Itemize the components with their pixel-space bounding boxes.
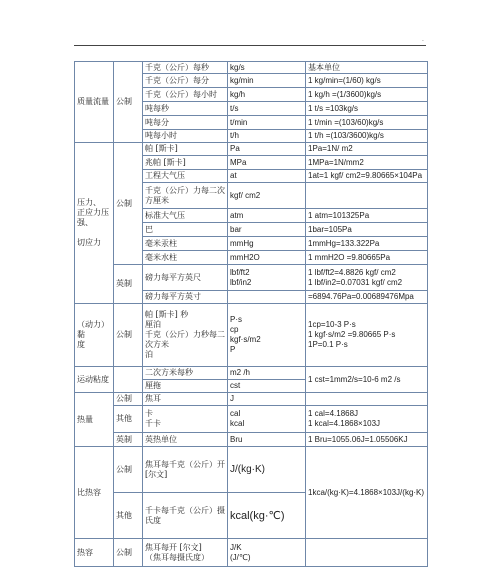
system-label: 公制 — [114, 143, 143, 265]
conversion: 1 atm=101325Pa — [306, 209, 428, 223]
table-row — [75, 406, 428, 433]
system-label: 公制 — [114, 539, 143, 567]
table-row — [75, 539, 428, 567]
unit-name: 卡 千卡 — [143, 406, 228, 433]
header-rule — [74, 45, 426, 46]
unit-name: 英热单位 — [143, 433, 228, 447]
conversion: 1 mmH2O =9.80665Pa — [306, 251, 428, 265]
unit-symbol: t/h — [228, 130, 306, 143]
unit-name: 工程大气压 — [143, 170, 228, 183]
unit-name: 千克（公斤）每小时 — [143, 88, 228, 102]
unit-conversion-table — [74, 61, 428, 567]
category-pressure: 压力、 正应力压强、 切应力 — [75, 143, 114, 304]
unit-name: 二次方米每秒 — [143, 367, 228, 380]
unit-name: 磅力每平方英尺 — [143, 265, 228, 291]
unit-name: 吨每小时 — [143, 130, 228, 143]
table-row — [75, 265, 428, 291]
system-label: 公制 — [114, 62, 143, 143]
unit-name: 焦耳每千克（公斤）开 [尔文] — [143, 447, 228, 493]
conversion: 1bar=105Pa — [306, 223, 428, 237]
unit-name: 千克（公斤）力每二次方厘米 — [143, 183, 228, 209]
unit-symbol: mmH2O — [228, 251, 306, 265]
unit-symbol: J/(kg·K) — [228, 447, 306, 493]
system-label: 英制 — [114, 433, 143, 447]
unit-name: 毫米水柱 — [143, 251, 228, 265]
system-label: 英制 — [114, 265, 143, 304]
unit-name: 千卡每千克（公斤）摄氏度 — [143, 493, 228, 539]
system-label: 公制 — [114, 447, 143, 493]
conversion: 1MPa=1N/mm2 — [306, 156, 428, 170]
conversion: 1kca/(kg·K)=4.1868×103J/(kg·K) — [306, 447, 428, 539]
unit-symbol: kg/h — [228, 88, 306, 102]
unit-symbol: P·s cp kgf·s/m2 P — [228, 304, 306, 367]
conversion: 1 t/h =(103/3600)kg/s — [306, 130, 428, 143]
table-row — [75, 62, 428, 74]
conversion: 1 kg/min=(1/60) kg/s — [306, 74, 428, 88]
conversion: 1 cst=1mm2/s=10-6 m2 /s — [306, 367, 428, 393]
unit-symbol: J — [228, 393, 306, 406]
conversion: 1mmHg=133.322Pa — [306, 237, 428, 251]
category-specific-heat: 比热容 — [75, 447, 114, 539]
unit-symbol: mmHg — [228, 237, 306, 251]
unit-symbol: cst — [228, 380, 306, 393]
table-row — [75, 367, 428, 380]
unit-name: 吨每秒 — [143, 102, 228, 116]
unit-symbol: J/K (J/℃) — [228, 539, 306, 567]
unit-name: 焦耳每开 [尔文] （焦耳每摄氏度） — [143, 539, 228, 567]
unit-symbol: MPa — [228, 156, 306, 170]
conversion: 1cp=10-3 P·s 1 kgf·s/m2 =9.80665 P·s 1P=0.1 P·s — [306, 304, 428, 367]
unit-symbol: kg/min — [228, 74, 306, 88]
unit-name: 兆帕 [斯卡] — [143, 156, 228, 170]
conversion: 1 Bru=1055.06J=1.05506KJ — [306, 433, 428, 447]
conversion: 1 kg/h =(1/3600)kg/s — [306, 88, 428, 102]
unit-name: 千克（公斤）每分 — [143, 74, 228, 88]
unit-symbol: kcal(kg·℃) — [228, 493, 306, 539]
system-label: 其他 — [114, 493, 143, 539]
unit-symbol — [228, 291, 306, 304]
category-heat: 热量 — [75, 393, 114, 447]
unit-symbol: kg/s — [228, 62, 306, 74]
system-label: 其他 — [114, 406, 143, 433]
unit-symbol: m2 /h — [228, 367, 306, 380]
system-label: 公制 — [114, 393, 143, 406]
unit-name: 吨每分 — [143, 116, 228, 130]
table-row — [75, 393, 428, 406]
conversion: 1 t/s =103kg/s — [306, 102, 428, 116]
unit-symbol: Bru — [228, 433, 306, 447]
category-mass-flow: 质量流量 — [75, 62, 114, 143]
conversion: =6894.76Pa=0.00689476Mpa — [306, 291, 428, 304]
unit-name: 厘拖 — [143, 380, 228, 393]
unit-symbol: t/min — [228, 116, 306, 130]
table-row — [75, 143, 428, 156]
unit-name: 毫米汞柱 — [143, 237, 228, 251]
unit-symbol: bar — [228, 223, 306, 237]
conversion: 1 lbf/ft2=4.8826 kgf/ cm2 1 lbf/in2=0.07031 kgf/ cm2 — [306, 265, 428, 291]
system-label: 公制 — [114, 304, 143, 367]
category-dynamic-viscosity: （动力）黏 度 — [75, 304, 114, 367]
conversion — [306, 539, 428, 567]
conversion: 1 t/min =(103/60)kg/s — [306, 116, 428, 130]
table-row — [75, 433, 428, 447]
unit-name: 帕 [斯卡] — [143, 143, 228, 156]
unit-symbol: kgf/ cm2 — [228, 183, 306, 209]
unit-symbol: t/s — [228, 102, 306, 116]
unit-symbol: atm — [228, 209, 306, 223]
conversion: 1Pa=1N/ m2 — [306, 143, 428, 156]
table-row — [75, 304, 428, 367]
conversion: 1 cal=4.1868J 1 kcal=4.1868×103J — [306, 406, 428, 433]
unit-symbol: cal kcal — [228, 406, 306, 433]
table-row — [75, 447, 428, 493]
unit-symbol: lbf/ft2 lbf/in2 — [228, 265, 306, 291]
unit-name: 磅力每平方英寸 — [143, 291, 228, 304]
conversion — [306, 183, 428, 209]
unit-name: 标准大气压 — [143, 209, 228, 223]
unit-name: 帕 [斯卡] 秒 厘泊 千克（公斤）力秒每二次方米 泊 — [143, 304, 228, 367]
conversion — [306, 393, 428, 406]
unit-name: 焦耳 — [143, 393, 228, 406]
unit-name: 巴 — [143, 223, 228, 237]
header-dot: . — [422, 36, 424, 43]
unit-name: 千克（公斤）每秒 — [143, 62, 228, 74]
conversion: 1at=1 kgf/ cm2=9.80665×104Pa — [306, 170, 428, 183]
unit-symbol: at — [228, 170, 306, 183]
category-kinematic-viscosity: 运动粘度 — [75, 367, 114, 393]
unit-symbol: Pa — [228, 143, 306, 156]
category-heat-capacity: 热容 — [75, 539, 114, 567]
conversion: 基本单位 — [306, 62, 428, 74]
system-label — [114, 367, 143, 393]
